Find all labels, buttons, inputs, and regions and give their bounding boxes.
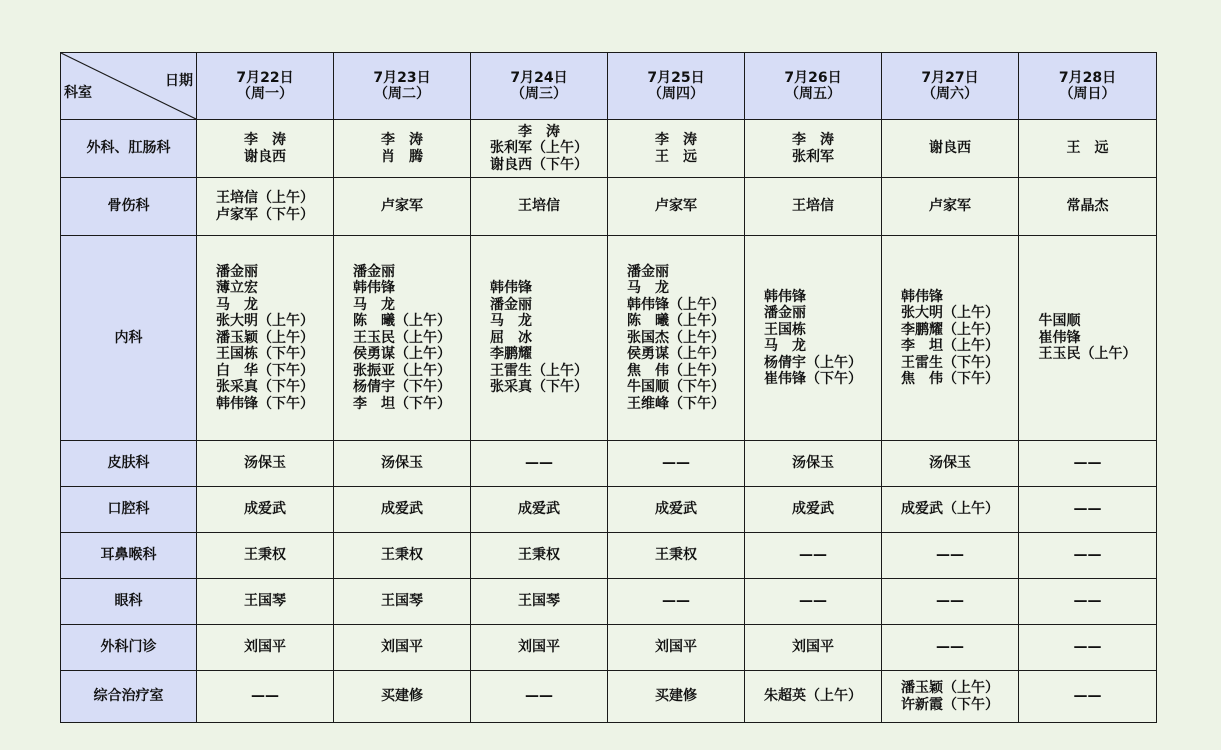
day-date: 7月22日 (236, 69, 294, 86)
name-list: 潘金丽 马 龙 韩伟锋（上午） 陈 曦（上午） 张国杰（上午） 侯勇谋（上午） 焦 伟（上午） 牛国顺（下午） 王维峰（下午） (627, 263, 725, 412)
schedule-cell: 王国琴 (197, 579, 334, 625)
dept-name-cell: 皮肤科 (61, 441, 197, 487)
dept-name-cell: 口腔科 (61, 487, 197, 533)
schedule-cell: 汤保玉 (882, 441, 1019, 487)
name-list: 韩伟锋 张大明（上午） 李鹏耀（上午） 李 坦（上午） 王雷生（下午） 焦 伟（下午） (901, 288, 999, 387)
day-weekday: （周日） (1059, 86, 1116, 102)
day-date: 7月23日 (373, 69, 431, 86)
dept-name-cell: 耳鼻喉科 (61, 533, 197, 579)
schedule-cell: —— (1019, 487, 1157, 533)
schedule-cell: 汤保玉 (197, 441, 334, 487)
schedule-cell: 成爱武 (471, 487, 608, 533)
day-weekday: （周三） (511, 86, 567, 102)
dept-row (61, 236, 1157, 441)
day-header (882, 53, 1019, 120)
dept-row (61, 625, 1157, 671)
dept-row (61, 487, 1157, 533)
schedule-cell: 买建修 (608, 671, 745, 723)
schedule-cell: 李 涛 肖 腾 (334, 120, 471, 178)
schedule-cell: 李 涛 张利军 (745, 120, 882, 178)
schedule-cell: 王培信（上午） 卢家军（下午） (197, 178, 334, 236)
schedule-cell: 成爱武 (197, 487, 334, 533)
corner-dept-label: 科室 (64, 84, 92, 101)
dept-row (61, 120, 1157, 178)
header-row (61, 53, 1157, 120)
schedule-cell: 汤保玉 (745, 441, 882, 487)
schedule-cell: 王培信 (471, 178, 608, 236)
day-date: 7月28日 (1058, 69, 1117, 86)
schedule-cell: 王秉权 (471, 533, 608, 579)
schedule-cell: 王国琴 (334, 579, 471, 625)
schedule-cell: 卢家军 (334, 178, 471, 236)
schedule-cell: —— (471, 671, 608, 723)
schedule-cell: 刘国平 (471, 625, 608, 671)
schedule-cell: —— (1019, 625, 1157, 671)
schedule-cell: 刘国平 (197, 625, 334, 671)
dept-row (61, 671, 1157, 723)
dept-row (61, 533, 1157, 579)
dept-name-cell: 骨伤科 (61, 178, 197, 236)
day-date: 7月27日 (921, 69, 979, 86)
schedule-cell: —— (471, 441, 608, 487)
schedule-cell (1019, 236, 1157, 441)
schedule-cell: 王秉权 (608, 533, 745, 579)
day-weekday: （周六） (922, 86, 978, 102)
day-header (608, 53, 745, 120)
day-date: 7月26日 (784, 69, 842, 86)
schedule-cell: 汤保玉 (334, 441, 471, 487)
schedule-cell: 买建修 (334, 671, 471, 723)
schedule-cell: —— (197, 671, 334, 723)
day-weekday: （周二） (374, 86, 430, 102)
schedule-cell: 王 远 (1019, 120, 1157, 178)
schedule-cell: —— (745, 533, 882, 579)
schedule-cell: 常晶杰 (1019, 178, 1157, 236)
schedule-cell (471, 236, 608, 441)
dept-name-cell: 外科、肛肠科 (61, 120, 197, 178)
day-weekday: （周五） (785, 86, 841, 102)
schedule-cell: —— (1019, 441, 1157, 487)
schedule-cell: —— (882, 533, 1019, 579)
schedule-cell: —— (1019, 671, 1157, 723)
duty-schedule-table (60, 52, 1157, 723)
schedule-cell: 朱超英（上午） (745, 671, 882, 723)
schedule-cell: 刘国平 (334, 625, 471, 671)
schedule-cell: —— (608, 441, 745, 487)
schedule-cell (745, 236, 882, 441)
schedule-cell: —— (1019, 579, 1157, 625)
name-list: 潘金丽 韩伟锋 马 龙 陈 曦（上午） 王玉民（上午） 侯勇谋（上午） 张振亚（上午） 杨倩宇（下午） 李 坦（下午） (353, 263, 451, 412)
schedule-cell: 王培信 (745, 178, 882, 236)
dept-name-cell: 综合治疗室 (61, 671, 197, 723)
dept-name-cell: 外科门诊 (61, 625, 197, 671)
day-weekday: （周一） (237, 86, 293, 102)
schedule-cell: 潘玉颖（上午） 许新霞（下午） (882, 671, 1019, 723)
schedule-cell: —— (1019, 533, 1157, 579)
dept-name-cell: 内科 (61, 236, 197, 441)
schedule-cell: —— (608, 579, 745, 625)
schedule-cell: 王国琴 (471, 579, 608, 625)
name-list: 牛国顺 崔伟锋 王玉民（上午） (1038, 313, 1137, 363)
schedule-cell: 李 涛 张利军（上午） 谢良西（下午） (471, 120, 608, 178)
schedule-cell (608, 236, 745, 441)
corner-date-label: 日期 (165, 73, 193, 89)
schedule-cell: 成爱武（上午） (882, 487, 1019, 533)
dept-row (61, 441, 1157, 487)
schedule-cell: 王秉权 (334, 533, 471, 579)
name-list: 韩伟锋 潘金丽 王国栋 马 龙 杨倩宇（上午） 崔伟锋（下午） (764, 288, 862, 387)
name-list: 韩伟锋 潘金丽 马 龙 屈 冰 李鹏耀 王雷生（上午） 张采真（下午） (490, 280, 588, 396)
schedule-cell: 成爱武 (608, 487, 745, 533)
schedule-cell: 李 涛 王 远 (608, 120, 745, 178)
schedule-cell: 卢家军 (608, 178, 745, 236)
day-weekday: （周四） (648, 86, 704, 102)
schedule-cell (334, 236, 471, 441)
schedule-cell: 谢良西 (882, 120, 1019, 178)
schedule-cell: 卢家军 (882, 178, 1019, 236)
day-header (1019, 53, 1157, 120)
schedule-cell (882, 236, 1019, 441)
schedule-cell: —— (882, 579, 1019, 625)
dept-name-cell: 眼科 (61, 579, 197, 625)
day-header (197, 53, 334, 120)
day-date: 7月24日 (510, 69, 568, 86)
schedule-cell: 成爱武 (745, 487, 882, 533)
dept-row (61, 178, 1157, 236)
day-header (334, 53, 471, 120)
dept-row (61, 579, 1157, 625)
schedule-cell: 王秉权 (197, 533, 334, 579)
day-date: 7月25日 (647, 69, 705, 86)
schedule-cell: 刘国平 (608, 625, 745, 671)
corner-header-cell (61, 53, 197, 120)
schedule-cell: 刘国平 (745, 625, 882, 671)
schedule-cell (197, 236, 334, 441)
schedule-cell: —— (745, 579, 882, 625)
schedule-cell: 成爱武 (334, 487, 471, 533)
day-header (471, 53, 608, 120)
day-header (745, 53, 882, 120)
name-list: 潘金丽 薄立宏 马 龙 张大明（上午） 潘玉颖（上午） 王国栋（下午） 白 华（下午） 张采真（下午） 韩伟锋（下午） (216, 263, 314, 412)
schedule-cell: 李 涛 谢良西 (197, 120, 334, 178)
schedule-cell: —— (882, 625, 1019, 671)
